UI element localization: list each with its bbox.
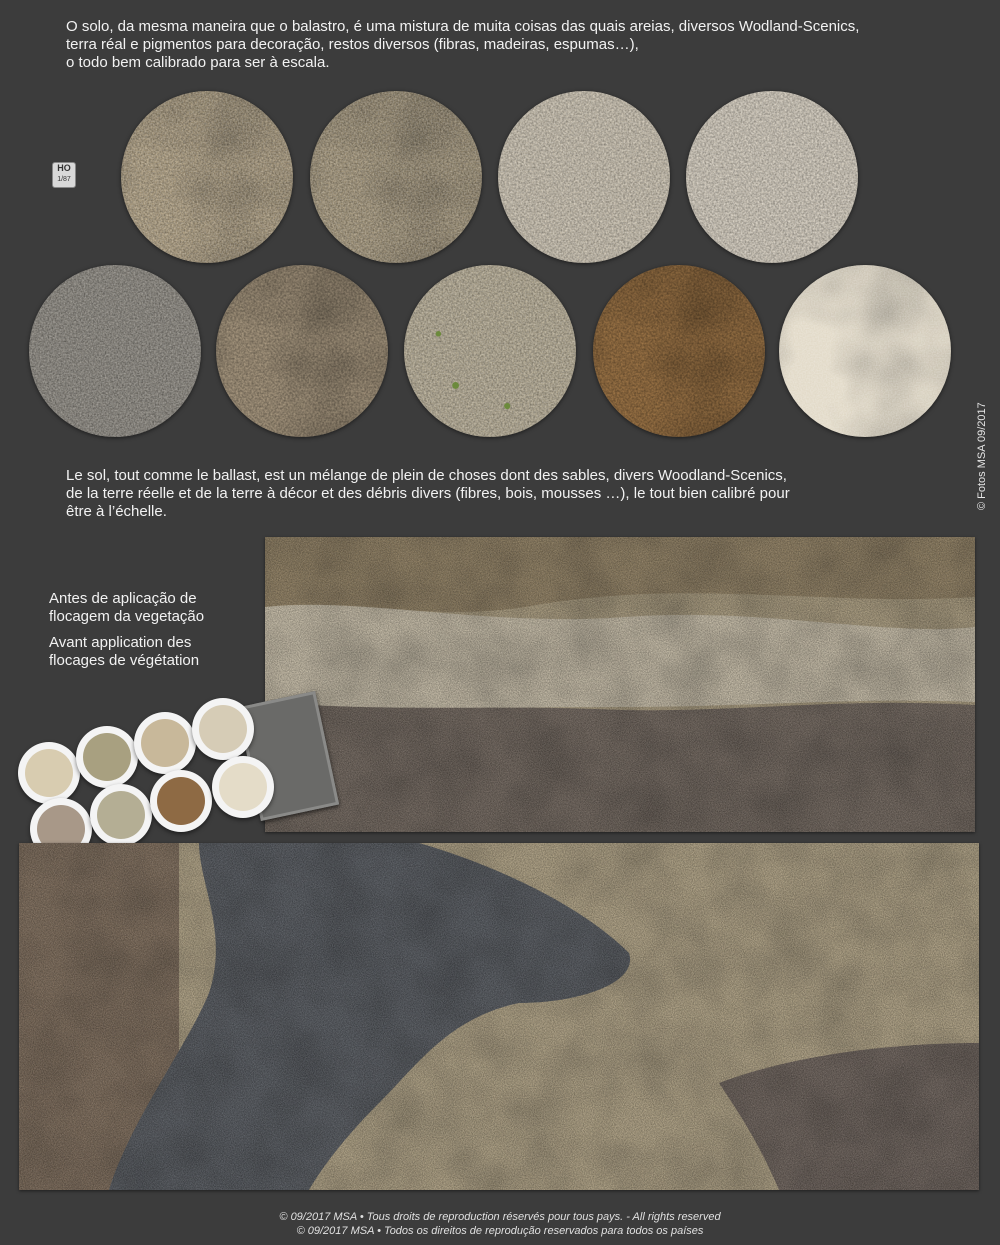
sample-circle-4 [686, 91, 858, 263]
intro-pt-line-1: O solo, da mesma maneira que o balastro, é uma mistura de muita coisas das quais areias, diversos Wodland-Scenics, [66, 18, 860, 35]
terrain-photo-top [265, 537, 975, 832]
ho-badge-scale: 1/87 [57, 176, 71, 183]
bowl-4 [192, 698, 254, 760]
sample-circle-5 [29, 265, 201, 437]
intro-fr-line-1: Le sol, tout comme le ballast, est un mélange de plein de choses dont des sables, divers Woodland-Scenics, [66, 467, 787, 484]
sample-circle-3 [498, 91, 670, 263]
sample-circle-1 [121, 91, 293, 263]
sample-circle-2 [310, 91, 482, 263]
caption-fr [49, 634, 259, 670]
bowl-7 [150, 770, 212, 832]
footer-rights-fr-en: © 09/2017 MSA • Tous droits de reproduction réservés pour tous pays. - All rights reserved [279, 1211, 721, 1223]
intro-pt-line-3: o todo bem calibrado para ser à escala. [66, 54, 330, 71]
intro-paragraph-pt [66, 18, 966, 72]
ho-badge-top: HO [57, 163, 71, 173]
intro-pt-line-2: terra réal e pigmentos para decoração, restos diversos (fibras, madeiras, espumas…), [66, 36, 639, 53]
footer-rights-pt: © 09/2017 MSA • Todos os direitos de reprodução reservados para todos os países [296, 1225, 704, 1237]
side-photo-credit: © Fotos MSA 09/2017 [976, 402, 988, 510]
intro-fr-line-3: être à l’échelle. [66, 503, 167, 520]
caption-fr-line-2: flocages de végétation [49, 652, 200, 669]
terrain-photo-bottom [19, 843, 979, 1190]
caption-block [49, 590, 259, 678]
bowl-2 [76, 726, 138, 788]
caption-fr-line-1: Avant application des [49, 634, 192, 651]
bowl-3 [134, 712, 196, 774]
sample-circle-7 [404, 265, 576, 437]
sample-circle-8 [593, 265, 765, 437]
caption-pt-line-1: Antes de aplicação de [49, 590, 197, 607]
bowl-6 [90, 784, 152, 846]
sample-circle-9 [779, 265, 951, 437]
bowl-1 [18, 742, 80, 804]
bowl-8 [212, 756, 274, 818]
caption-pt [49, 590, 259, 626]
sample-circle-6 [216, 265, 388, 437]
intro-paragraph-fr [66, 467, 946, 521]
caption-pt-line-2: flocagem da vegetação [49, 608, 205, 625]
intro-fr-line-2: de la terre réelle et de la terre à décor et des débris divers (fibres, bois, mousses …), le tout bien calibré pour [66, 485, 790, 502]
ho-scale-badge [52, 162, 76, 188]
